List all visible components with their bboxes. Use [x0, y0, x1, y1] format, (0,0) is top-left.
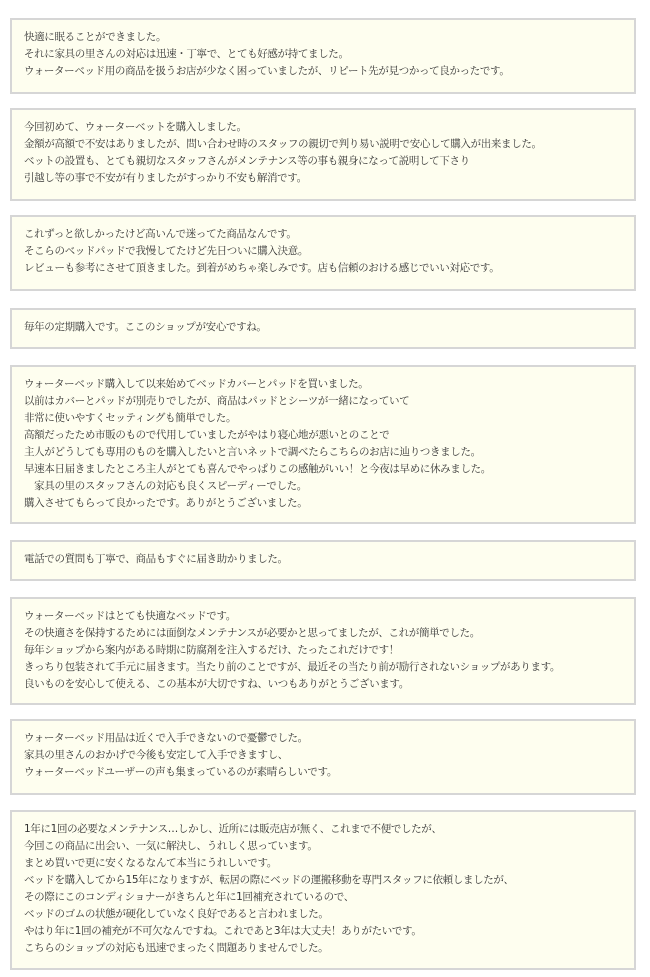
review-text-line: 早速本日届きましたところ主人がとても喜んでやっぱりこの感触がいい！と今夜は早めに休みました。 [24, 463, 491, 475]
review-text-line: 引越し等の事で不安が有りましたがすっかり不安も解消です。 [24, 172, 307, 184]
review-text-line: 1年に1回の必要なメンテナンス…しかし、近所には販売店が無く、これまで不便でしたが、 [24, 823, 442, 835]
review-text-line: ウォーターベッド購入して以来始めてベッドカバーとパッドを買いました。 [24, 378, 369, 390]
review-text-line: 主人がどうしても専用のものを購入したいと言いネットで調べたらこちらのお店に辿りつきました。 [24, 446, 481, 458]
review-box [10, 18, 636, 94]
review-text-line: まとめ買いで更に安くなるなんて本当にうれしいです。 [24, 857, 277, 869]
review-box [10, 215, 636, 291]
review-text-line: その快適さを保持するためには面倒なメンテナンスが必要かと思ってましたが、これが簡単でした。 [24, 627, 480, 639]
review-box [10, 540, 636, 581]
review-text-line: やはり年に1回の補充が不可欠なんですね。これであと3年は大丈夫！ありがたいです。 [24, 925, 422, 937]
review-text-line: 購入させてもらって良かったです。ありがとうございました。 [24, 497, 308, 509]
review-text-line: 今回この商品に出会い、一気に解決し、うれしく思っています。 [24, 840, 318, 852]
review-text-line: 非常に使いやすくセッティングも簡単でした。 [24, 412, 237, 424]
review-text-line: ベッドを購入してから15年になりますが、転居の際にベッドの運搬移動を専門スタッフに依頼しましたが、 [24, 874, 514, 886]
review-text-line: 電話での質問も丁寧で、商品もすぐに届き助かりました。 [24, 553, 288, 565]
review-box [10, 365, 636, 524]
review-text-line: 金額が高額で不安はありましたが、問い合わせ時のスタッフの親切で判り易い説明で安心して購入が出来ました。 [24, 138, 542, 150]
review-text-line: それに家具の里さんの対応は迅速・丁寧で、とても好感が持てました。 [24, 48, 349, 60]
review-text-line: ウォーターベッドユーザーの声も集まっているのが素晴らしいです。 [24, 766, 337, 778]
review-text-line: 家具の里さんのおかげで今後も安定して入手できますし、 [24, 749, 288, 761]
review-text-line: 今回初めて、ウォーターベットを購入しました。 [24, 121, 247, 133]
review-text-line: レビューも参考にさせて頂きました。到着がめちゃ楽しみです。店も信頼のおける感じでいい対応です。 [24, 262, 500, 274]
review-text-line: 毎年の定期購入です。ここのショップが安心ですね。 [24, 321, 267, 333]
review-text-line: ウォーターベッドはとても快適なベッドです。 [24, 610, 236, 622]
review-text-line: 高額だったため市販のもので代用していましたがやはり寝心地が悪いとのことで [24, 429, 390, 441]
review-text-line: ウォーターベッド用の商品を扱うお店が少なく困っていましたが、リピート先が見つかって良かったです。 [24, 65, 510, 77]
review-text-line: ウォーターベッド用品は近くで入手できないので憂鬱でした。 [24, 732, 308, 744]
review-box [10, 810, 636, 970]
review-box [10, 108, 636, 201]
review-text-line: こちらのショップの対応も迅速でまったく問題ありませんでした。 [24, 942, 329, 954]
review-text-line: ベットの設置も、とても親切なスタッフさんがメンテナンス等の事も親身になって説明して下さり [24, 155, 470, 167]
review-text-line: ベッドのゴムの状態が硬化していなく良好であると言われました。 [24, 908, 329, 920]
review-text-line: 快適に眠ることができました。 [24, 31, 167, 43]
review-box [10, 308, 636, 349]
review-text-line: そこらのベッドパッドで我慢してたけど先日ついに購入決意。 [24, 245, 308, 257]
review-text-line: これずっと欲しかったけど高いんで迷ってた商品なんです。 [24, 228, 297, 240]
review-text-line: 以前はカバーとパッドが別売りでしたが、商品はパッドとシーツが一緒になっていて [24, 395, 410, 407]
review-box [10, 719, 636, 795]
review-text-line: 家具の里のスタッフさんの対応も良くスピーディーでした。 [24, 480, 307, 492]
review-text-line: 毎年ショップから案内がある時期に防腐剤を注入するだけ、たったこれだけです！ [24, 644, 399, 656]
review-text-line: きっちり包装されて手元に届きます。当たり前のことですが、最近その当たり前が励行されないショップがあります。 [24, 661, 561, 673]
review-box [10, 597, 636, 705]
review-text-line: 良いものを安心して使える、この基本が大切ですね、いつもありがとうございます。 [24, 678, 409, 690]
review-text-line: その際にこのコンディショナーがきちんと年に1回補充されているので、 [24, 891, 354, 903]
